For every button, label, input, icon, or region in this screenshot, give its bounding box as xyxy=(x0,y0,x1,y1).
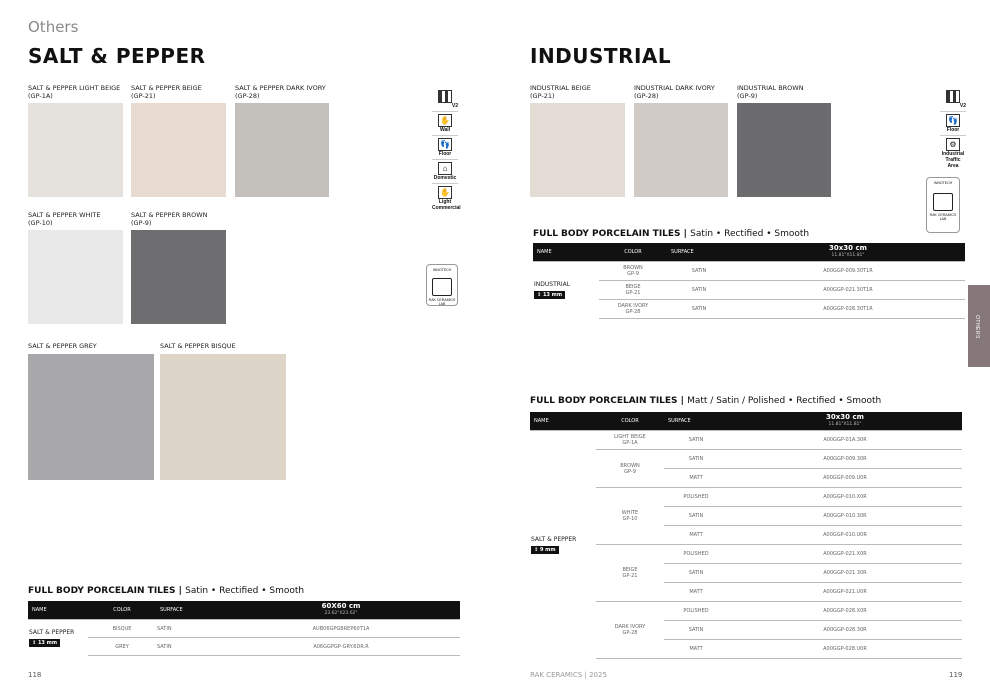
col-size: 60X60 cm 23.62"X23.62" xyxy=(222,601,460,620)
table-cell: MATT xyxy=(664,469,728,488)
table-cell: BROWN GP-9 xyxy=(599,262,667,281)
table-title: FULL BODY PORCELAIN TILES | Satin • Rectified • Smooth xyxy=(533,229,810,239)
table-cell: A00GGP-009.U0R xyxy=(728,469,962,488)
table-cell: BROWN GP-9 xyxy=(596,450,664,488)
table-cell: SATIN xyxy=(664,621,728,640)
table-cell: SATIN xyxy=(156,638,222,656)
swatch-label: SALT & PEPPER BROWN (GP-9) xyxy=(131,211,208,227)
table-cell: A00GGP-028.30T1R xyxy=(731,300,965,319)
table-cell: SATIN xyxy=(664,564,728,583)
side-tab-others: OTHERS xyxy=(968,285,990,367)
col-size: 30x30 cm 11.81"X11.81" xyxy=(731,243,965,262)
floor-footprint-icon: 👣 xyxy=(946,114,960,127)
spec-table xyxy=(533,243,965,319)
light-commercial-hand-icon: ✋ xyxy=(438,186,452,199)
table-cell: A00GGP-021.30R xyxy=(728,564,962,583)
table-cell: A00GGP-028.X0R xyxy=(728,602,962,621)
table-cell: SATIN xyxy=(664,450,728,469)
table-cell: SATIN xyxy=(156,620,222,638)
swatch-beige xyxy=(131,103,226,197)
table-cell: POLISHED xyxy=(664,488,728,507)
table-cell: BISQUE xyxy=(88,620,156,638)
industrial-traffic-icon: ⚙ xyxy=(946,138,960,151)
swatch-bisque xyxy=(160,354,286,480)
icon-label: Light Commercial xyxy=(432,199,461,211)
col-color: COLOR xyxy=(88,601,156,620)
swatch-label: SALT & PEPPER LIGHT BEIGE (GP-1A) xyxy=(28,84,121,100)
icon-label: V2 xyxy=(451,103,458,109)
table-cell: A00GGP-009.30R xyxy=(728,450,962,469)
col-size: 30x30 cm 11.81"X11.81" xyxy=(728,412,962,431)
section-label: Others xyxy=(28,18,79,36)
swatch-industrial-beige xyxy=(530,103,625,197)
innotech-badge: INNOTECH RAK CERAMICS LAB xyxy=(426,264,458,306)
spec-table xyxy=(28,601,460,656)
swatch-industrial-brown xyxy=(737,103,831,197)
table-cell: GREY xyxy=(88,638,156,656)
table-cell: A00GGP-021.X0R xyxy=(728,545,962,564)
table-cell: A00GGP-028.U0R xyxy=(728,640,962,659)
table-cell: A00GGP-01A.30R xyxy=(728,431,962,450)
table-cell: SATIN xyxy=(667,300,731,319)
table-cell: SATIN xyxy=(667,262,731,281)
domestic-house-icon: ⌂ xyxy=(438,162,452,175)
table-cell: MATT xyxy=(664,583,728,602)
footer-brand: RAK CERAMICS | 2025 xyxy=(530,671,607,679)
icon-label: Floor xyxy=(438,151,452,157)
col-surface: SURFACE xyxy=(667,243,731,262)
table-cell: A00GGP-010.30R xyxy=(728,507,962,526)
swatch-brown xyxy=(131,230,226,324)
icon-label: Domestic xyxy=(433,175,457,181)
product-name: INDUSTRIAL ↕ 13 mm xyxy=(534,281,571,299)
table-cell: A00GGP-009.30T1R xyxy=(731,262,965,281)
innotech-badge: INNOTECH RAK CERAMICS LAB xyxy=(926,177,960,233)
swatch-grey xyxy=(28,354,154,480)
table-cell: DARK IVORY GP-28 xyxy=(596,602,664,659)
col-name: NAME xyxy=(28,601,88,620)
spec-table xyxy=(530,412,962,659)
table-cell: BEIGE GP-21 xyxy=(599,281,667,300)
swatch-label: INDUSTRIAL DARK IVORY (GP-28) xyxy=(634,84,715,100)
table-cell: LIGHT BEIGE GP-1A xyxy=(596,431,664,450)
table-cell: A00GGP-021.U0R xyxy=(728,583,962,602)
swatch-label: SALT & PEPPER GREY xyxy=(28,342,97,350)
table-cell: SATIN xyxy=(664,431,728,450)
page-number-left: 118 xyxy=(28,671,42,679)
table-title: FULL BODY PORCELAIN TILES | Satin • Rectified • Smooth xyxy=(28,586,305,596)
icon-label: Wall xyxy=(439,127,451,133)
table-cell: DARK IVORY GP-28 xyxy=(599,300,667,319)
icon-label: V2 xyxy=(959,103,966,109)
v2-tile-icon xyxy=(438,90,452,103)
table-cell: A00GGP-021.30T1R xyxy=(731,281,965,300)
swatch-label: SALT & PEPPER DARK IVORY (GP-28) xyxy=(235,84,326,100)
product-name: SALT & PEPPER ↕ 13 mm xyxy=(29,628,75,646)
thickness-badge: ↕ 13 mm xyxy=(534,291,565,299)
wall-hand-icon: ✋ xyxy=(438,114,452,127)
col-color: COLOR xyxy=(599,243,667,262)
icon-label: Industrial Traffic Area xyxy=(941,151,965,169)
table-cell: A00GGP-010.U0R xyxy=(728,526,962,545)
swatch-dark-ivory xyxy=(235,103,329,197)
col-name: NAME xyxy=(533,243,599,262)
table-cell: A00GGP-010.X0R xyxy=(728,488,962,507)
table-cell: A00GGP-028.30R xyxy=(728,621,962,640)
table-cell: A06GGPGP-GRY.6DR.R xyxy=(222,638,460,656)
col-color: COLOR xyxy=(596,412,664,431)
table-cell: MATT xyxy=(664,640,728,659)
col-surface: SURFACE xyxy=(156,601,222,620)
col-name: NAME xyxy=(530,412,596,431)
v2-tile-icon xyxy=(946,90,960,103)
swatch-label: SALT & PEPPER WHITE (GP-10) xyxy=(28,211,101,227)
icon-label: Floor xyxy=(946,127,960,133)
thickness-badge: ↕ 9 mm xyxy=(531,546,559,554)
swatch-label: SALT & PEPPER BEIGE (GP-21) xyxy=(131,84,202,100)
table-cell: MATT xyxy=(664,526,728,545)
page-title-salt-pepper: SALT & PEPPER xyxy=(28,44,206,68)
table-title: FULL BODY PORCELAIN TILES | Matt / Satin / Polished • Rectified • Smooth xyxy=(530,396,882,406)
usage-icons xyxy=(940,90,966,171)
swatch-label: INDUSTRIAL BROWN (GP-9) xyxy=(737,84,804,100)
thickness-badge: ↕ 13 mm xyxy=(29,639,60,647)
product-name: SALT & PEPPER ↕ 9 mm xyxy=(531,535,577,553)
table-cell: POLISHED xyxy=(664,602,728,621)
swatch-industrial-dark-ivory xyxy=(634,103,728,197)
usage-icons xyxy=(432,90,461,213)
swatch-light-beige xyxy=(28,103,123,197)
table-cell: BEIGE GP-21 xyxy=(596,545,664,602)
swatch-label: INDUSTRIAL BEIGE (GP-21) xyxy=(530,84,591,100)
table-cell: AUB06GPGBREP60T1A xyxy=(222,620,460,638)
page-title-industrial: INDUSTRIAL xyxy=(530,44,672,68)
col-surface: SURFACE xyxy=(664,412,728,431)
table-cell: SATIN xyxy=(667,281,731,300)
table-cell: POLISHED xyxy=(664,545,728,564)
table-cell: WHITE GP-10 xyxy=(596,488,664,545)
floor-footprint-icon: 👣 xyxy=(438,138,452,151)
table-cell: SATIN xyxy=(664,507,728,526)
swatch-white xyxy=(28,230,123,324)
page-number-right: 119 xyxy=(949,671,963,679)
swatch-label: SALT & PEPPER BISQUE xyxy=(160,342,236,350)
